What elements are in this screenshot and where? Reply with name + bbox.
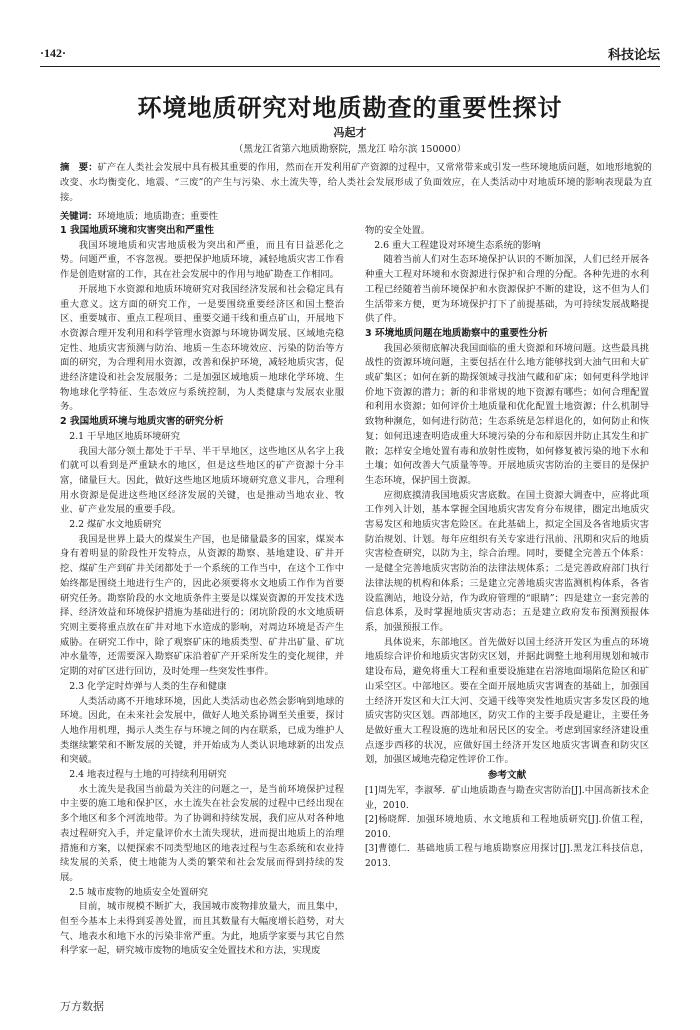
keywords [60, 209, 652, 224]
affiliation: （黑龙江省第六地质勘察院，黑龙江 哈尔滨 150000） [233, 144, 467, 155]
body-paragraph: 具体说来，东部地区。首先做好以国土经济开发区为重点的环境地质综合评价和地质灾害防灾区划，并据此调整土地利用规划和城市建设布局，避免将重大工程和重要设施建在岩溶地面塌陷危险区和矿山采空区。中部地区。要在全面开展地质灾害调查的基础上，加强国土经济开发区和大江大河、交通干线等突发性地质灾害多发区段的地质灾害防灾区划。西部地区，防灾工作的主要手段是避让，主要任务是做好重大工程设施的选址和居民区的安全。考虑到国家经济建设重点逐步西移的状况，应做好国土经济开发区地质灾害调查和防灾区划，加强区域地壳稳定性评价工作。 [365, 636, 649, 766]
body-paragraph: 我国必须彻底解决我国面临的重大资源和环境问题。这些最具挑战性的资源环境问题，主要包括在什么地方能够找到大油气田和大矿或矿集区；如何在新的勘探领域寻找油气藏和矿床；如何更科学地评价地下资源的潜力；新的和非常规的地下资源有哪些；如何合理配置和利用水资源；如何评价土地质量和优化配置土地资源；什么机制导致物种濒危，如何进行防范；生态系统是怎样退化的，如何防止和恢复；如何迅速查明造成重大环境污染的分布和原因并防止其发生和扩散；怎样安全地处置有毒和放射性废物，如何修复被污染的地下水和土壤；如何改善大气质量等等。开展地质灾害防治的主要目的是保护生态环境，保护国土资源。 [365, 342, 649, 486]
body-paragraph: 随着当前人们对生态环境保护认识的不断加深，人们已经开展各种重大工程对环境和水资源进行保护和合理的分配。各种先进的水利工程已经随着当前环境保护和水资源保护不断的建设，这不但为人们生活带来方便，更为环境保护打下了前提基础，为可持续发展战略提供了件。 [365, 254, 649, 325]
subsection-heading: 2.4 地表过程与土地的可持续利用研究 [69, 769, 227, 781]
subsection-heading: 2.6 重大工程建设对环境生态系统的影响 [374, 239, 541, 251]
subsection-heading: 2.5 城市废物的地质安全处置研究 [69, 886, 208, 898]
body-paragraph: 人类活动离不开地球环境，因此人类活动也必然会影响到地球的环境。因此，在未来社会发展中，做好人地关系协调至关重要，探讨人地作用机理，揭示人类生存与环境之间的内在联系，已成为维护人类继续繁荣和不断发展的关键，并开始成为人类认识地球新的出发点和突破。 [60, 695, 344, 766]
body-paragraph: 我国环境地质和灾害地质极为突出和严重，而且有日益恶化之势。问题严重，不容忽视。要把保护地质环境，减轻地质灾害工作看作是创造财富的工作，其在社会发展中的作用与地矿勘查工作相同。 [60, 239, 344, 281]
body-paragraph: 物的安全处置。 [365, 225, 431, 236]
keywords-text: 环境地质；地质勘查；重要性 [97, 211, 219, 222]
subsection-heading: 2.2 煤矿水文地质研究 [69, 519, 162, 531]
body-paragraph: 我国是世界上最大的煤炭生产国，也是储量最多的国家，煤炭本身有着明显的阶段性开发特点，从资源的勘察、基地建设、矿井开挖、煤矿生产到矿井关闭都处于一个系统的工作当中，在这个工作中始终都是围绕土地进行生产的，因此必须要将水文地质工作作为首要研究任务。勘察阶段的水文地质条件主要是以煤炭资源的开发技术选择、经济效益和环境保护措施为基础进行的；闭坑阶段的水文地质研究则主要将重点放在矿井对地下水造成的影响，对周边环境是否产生威胁。在研究工作中，除了观察矿床的地质类型、矿井出矿量、矿坑冲水量等，还需要深入勘察矿床沿着矿产开采所发生的变化规律，并定期的对矿区进行回访，及时处理一些突发性事件。 [60, 533, 344, 678]
section-heading: 3 环境地质问题在地质勘察中的重要性分析 [365, 327, 548, 339]
abstract-label: 摘 要： [60, 162, 98, 173]
page-header [40, 44, 660, 67]
left-column [60, 224, 344, 994]
section-name: 科技论坛 [607, 48, 660, 63]
page-number: ·142· [40, 46, 67, 60]
section-heading: 1 我国地质环境和灾害突出和严重性 [60, 225, 214, 236]
reference-item: [2]杨晓辉．加强环境地质、水文地质和工程地质研究[J].价值工程，2010. [365, 815, 649, 840]
right-column [365, 224, 649, 994]
body-paragraph: 应彻底摸清我国地质灾害底数。在国土资源大调查中，应将此项工作列入计划，基本掌握全国地质灾害发育分布规律，圈定出地质灾害易发区和地质灾害危险区。在此基础上，拟定全国及各省地质灾害防治规划、计划。每年应组织有关专家进行汛前、汛期和灾后的地质灾害检查研究，以防为主，综合治理。同时，要健全完善五个体系：一是健全完善地质灾害防治的法律法规体系；二是完善政府部门执行法律法规的机构和体系；三是建立完善地质灾害监测机构体系，各省设监测站，地设分站，作为政府管理的“眼睛”；四是建立一套完善的信息体系，及时掌握地质灾害动态；五是建立政府发布预测预报体系，加强预报工作。 [365, 489, 649, 633]
abstract [60, 160, 652, 205]
article-title: 环境地质研究对地质勘查的重要性探讨 [137, 94, 563, 122]
reference-item: [3]曹德仁．基础地质工程与地质勘察应用探讨[J].黑龙江科技信息，2013. [365, 844, 649, 869]
body-paragraph: 开展地下水资源和地质环境研究对我国经济发展和社会稳定具有重大意义。这方面的研究工作，一是要围绕重要经济区和国土整治区、重要城市、重点工程项目、重要交通干线和重点矿山，开展地下水资源合理开发利用和科学管理水资源与环境协调发展、区域地壳稳定性、地质灾害预测与防治、地质－生态环境效应、污染的防治等方面的研究，为合理利用水资源，改善和保护环境，减轻地质灾害，促进经济建设和社会发展服务；二是加强区域地质－地球化学环境、生物地球化学特征、生态效应与系统控制，为人类健康与发展农业服务。 [60, 283, 344, 413]
author: 冯起才 [333, 126, 367, 139]
keywords-label: 关键词： [60, 211, 98, 222]
section-heading: 2 我国地质环境与地质灾害的研究分析 [60, 416, 224, 428]
subsection-heading: 2.3 化学定时炸弹与人类的生存和健康 [69, 680, 227, 692]
reference-item: [1]周先军，李淑琴．矿山地质勘查与勘查灾害防治[J].中国高新技术企业，2010. [365, 786, 649, 811]
footer-watermark: 万方数据 [60, 1000, 104, 1013]
body-paragraph: 水土流失是我国当前最为关注的问题之一，是当前环境保护过程中主要的施工地和保护区，水土流失在社会发展的过程中已经出现在多个地区和多个河流地带。为了协调和持续发展，我们应从对各种地表过程研究入手，并定量评价水土流失现状，进而提出地质上的治理措施和方案，以便探索不同类型地区的地表过程与生态系统和农业持续发展的关系，使土地能为人类的繁荣和社会发展而得到持续的发展。 [60, 783, 344, 883]
references-title: 参考文献 [487, 770, 527, 782]
body-paragraph: 目前，城市规模不断扩大，我国城市废物排放量大，而且集中，但至今基本上未得到妥善处置，而且其数量有大幅度增长趋势，对大气、地表水和地下水的污染非常严重。为此，地质学家要与其它自然科学家一起，研究城市废物的地质安全处置技术和方法，实现废 [60, 901, 344, 957]
subsection-heading: 2.1 干旱地区地质环境研究 [69, 430, 181, 442]
abstract-text: 矿产在人类社会发展中具有极其重要的作用，然而在开发利用矿产资源的过程中，又常常带来或引发一些环境地质问题，如地形地貌的改变、水均衡变化、地震、“三废”的产生与污染、水土流失等，给人类社会发展形成了负面效应，在人类活动中对地质环境的影响表现最为直接。 [60, 162, 652, 203]
body-paragraph: 我国大部分领土都处于干旱、半干旱地区，这些地区从名字上我们就可以看到是严重缺水的地区，但是这些地区的矿产资源十分丰富，储量巨大。因此，做好这些地区地质环境研究意义非凡，合理利用水资源是促进这些地区经济发展的关键，也是推动当地农业、牧业、矿产业发展的重要手段。 [60, 445, 344, 516]
